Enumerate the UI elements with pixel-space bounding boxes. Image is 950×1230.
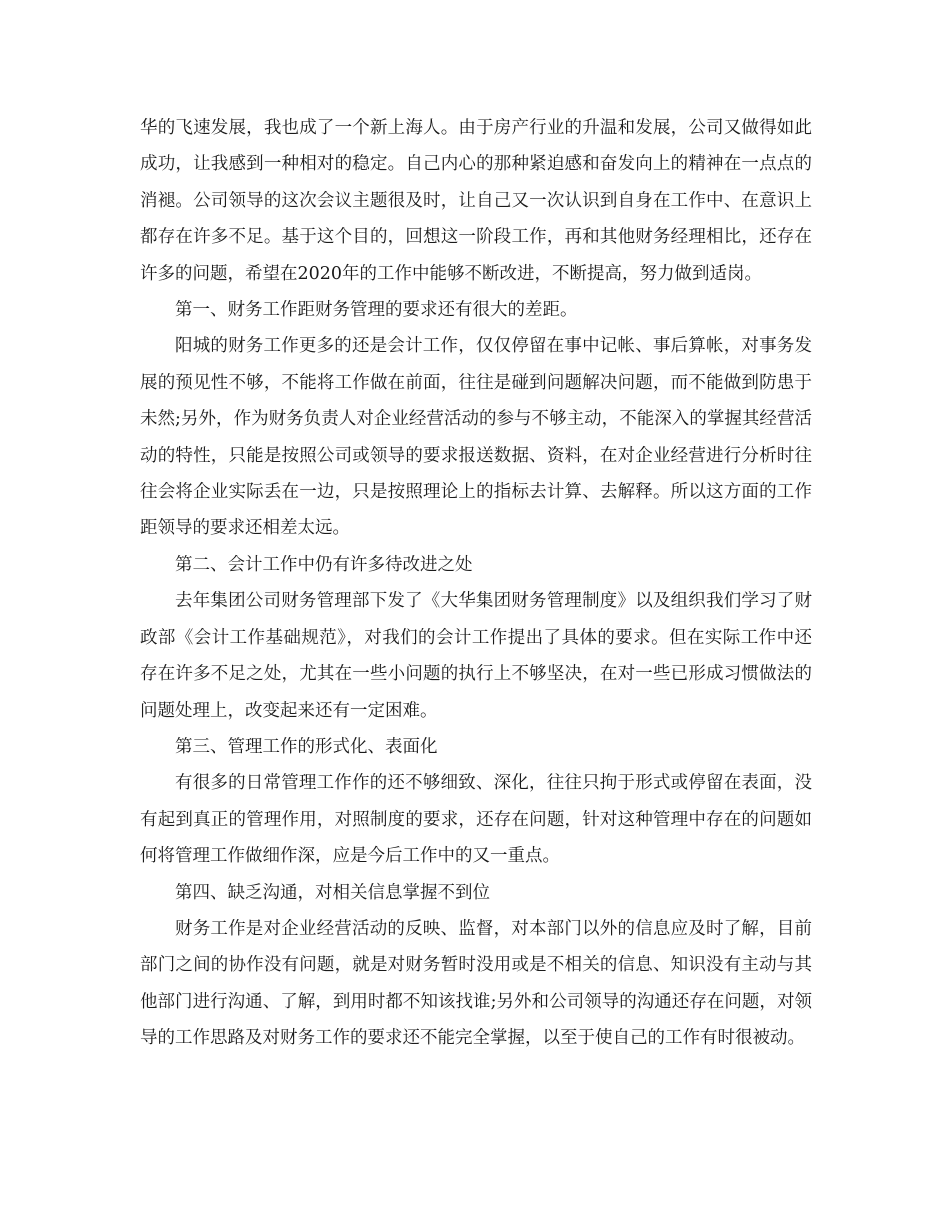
paragraph-continuation: 华的飞速发展，我也成了一个新上海人。由于房产行业的升温和发展，公司又做得如此成功，让我感到一种相对的稳定。自己内心的那种紧迫感和奋发向上的精神在一点点的消褪。公司领导的这次会议主题很及时，让自己又一次认识到自身在工作中、在意识上都存在许多不足。基于这个目的，回想这一阶段工作，再和其他财务经理相比，还存在许多的问题，希望在2020年的工作中能够不断改进，不断提高，努力做到适岗。 bbox=[140, 118, 812, 284]
section-heading-1: 第一、财务工作距财务管理的要求还有很大的差距。 bbox=[175, 300, 578, 321]
section-heading-3: 第三、管理工作的形式化、表面化 bbox=[175, 736, 438, 757]
section-heading-4: 第四、缺乏沟通，对相关信息掌握不到位 bbox=[175, 882, 490, 903]
paragraph-section-3: 有很多的日常管理工作作的还不够细致、深化，往往只拘于形式或停留在表面，没有起到真正的管理作用，对照制度的要求，还存在问题，针对这种管理中存在的问题如何将管理工作做细作深，应是今后工作中的又一重点。 bbox=[140, 773, 812, 867]
section-heading-2: 第二、会计工作中仍有许多待改进之处 bbox=[175, 554, 473, 575]
document-body bbox=[140, 110, 812, 1057]
paragraph-section-1: 阳城的财务工作更多的还是会计工作，仅仅停留在事中记帐、事后算帐，对事务发展的预见性不够，不能将工作做在前面，往往是碰到问题解决问题，而不能做到防患于未然;另外，作为财务负责人对企业经营活动的参与不够主动，不能深入的掌握其经营活动的特性，只能是按照公司或领导的要求报送数据、资料，在对企业经营进行分析时往往会将企业实际丢在一边，只是按照理论上的指标去计算、去解释。所以这方面的工作距领导的要求还相差太远。 bbox=[140, 336, 812, 539]
paragraph-section-4: 财务工作是对企业经营活动的反映、监督，对本部门以外的信息应及时了解，目前部门之间的协作没有问题，就是对财务暂时没用或是不相关的信息、知识没有主动与其他部门进行沟通、了解，到用时都不知该找谁;另外和公司领导的沟通还存在问题，对领导的工作思路及对财务工作的要求还不能完全掌握，以至于使自己的工作有时很被动。 bbox=[140, 918, 812, 1049]
paragraph-section-2: 去年集团公司财务管理部下发了《大华集团财务管理制度》以及组织我们学习了财政部《会计工作基础规范》，对我们的会计工作提出了具体的要求。但在实际工作中还存在许多不足之处，尤其在一些小问题的执行上不够坚决，在对一些已形成习惯做法的问题处理上，改变起来还有一定困难。 bbox=[140, 591, 812, 721]
